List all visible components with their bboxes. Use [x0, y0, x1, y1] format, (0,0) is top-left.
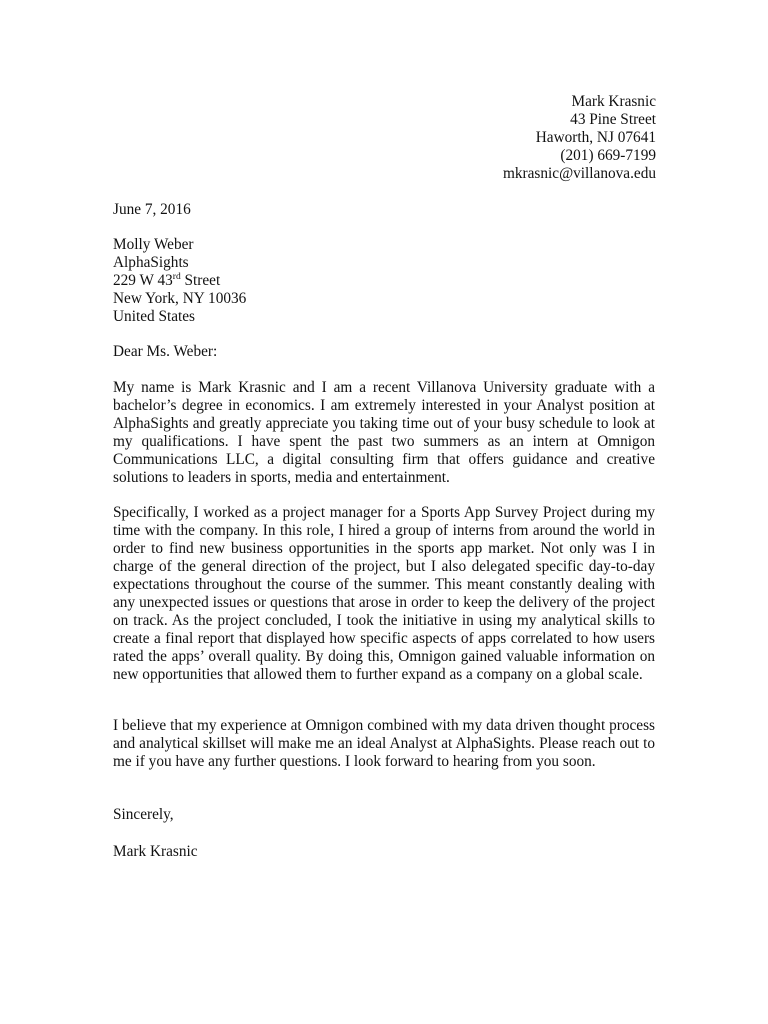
recipient-street-name: Street: [180, 272, 221, 289]
sender-email: mkrasnic@villanova.edu: [503, 165, 656, 182]
sender-phone: (201) 669-7199: [560, 147, 656, 164]
body-paragraph-conclusion: I believe that my experience at Omnigon combined with my data driven thought process and analytical skillset will make me an ideal Analyst at AlphaSights. Please reach out to me if you have any further questions. I look forward to hearing from you soon.: [113, 717, 655, 770]
sender-city-state-zip: Haworth, NJ 07641: [535, 129, 656, 146]
body-paragraph-experience: Specifically, I worked as a project manager for a Sports App Survey Project during my time with the company. In this role, I hired a group of interns from around the world in order to find new business opportunities in the sports app market. Not only was I in charge of the general direction of the project, but I also delegated specific day-to-day expectations throughout the course of the summer. This meant constantly dealing with any unexpected issues or questions that arose in order to keep the delivery of the project on track. As the project concluded, I took the initiative in using my analytical skills to create a final report that displayed how specific aspects of apps correlated to how users rated the apps’ overall quality. By doing this, Omnigon gained valuable information on new opportunities that allowed them to further expand as a company on a global scale.: [113, 504, 655, 683]
sender-address-block: [503, 93, 656, 183]
recipient-street-number: 229 W 43: [113, 272, 173, 289]
recipient-city-state-zip: New York, NY 10036: [113, 290, 247, 307]
sender-name: Mark Krasnic: [571, 93, 656, 110]
recipient-country: United States: [113, 308, 195, 325]
salutation: Dear Ms. Weber:: [113, 343, 218, 360]
recipient-name: Molly Weber: [113, 236, 194, 253]
recipient-address-block: [113, 236, 246, 326]
body-paragraph-intro: My name is Mark Krasnic and I am a recent Villanova University graduate with a bachelor’s degree in economics. I am extremely interested in your Analyst position at AlphaSights and greatly appreciate you taking time out of your busy schedule to look at my qualifications. I have spent the past two summers as an intern at Omnigon Communications LLC, a digital consulting firm that offers guidance and creative solutions to leaders in sports, media and entertainment.: [113, 379, 655, 486]
recipient-street: [113, 272, 246, 290]
sender-street: 43 Pine Street: [570, 111, 656, 128]
closing: Sincerely,: [113, 806, 174, 823]
letter-date: June 7, 2016: [113, 201, 191, 218]
signature-name: Mark Krasnic: [113, 843, 198, 860]
recipient-street-ordinal: rd: [172, 272, 181, 282]
recipient-company: AlphaSights: [113, 254, 189, 271]
